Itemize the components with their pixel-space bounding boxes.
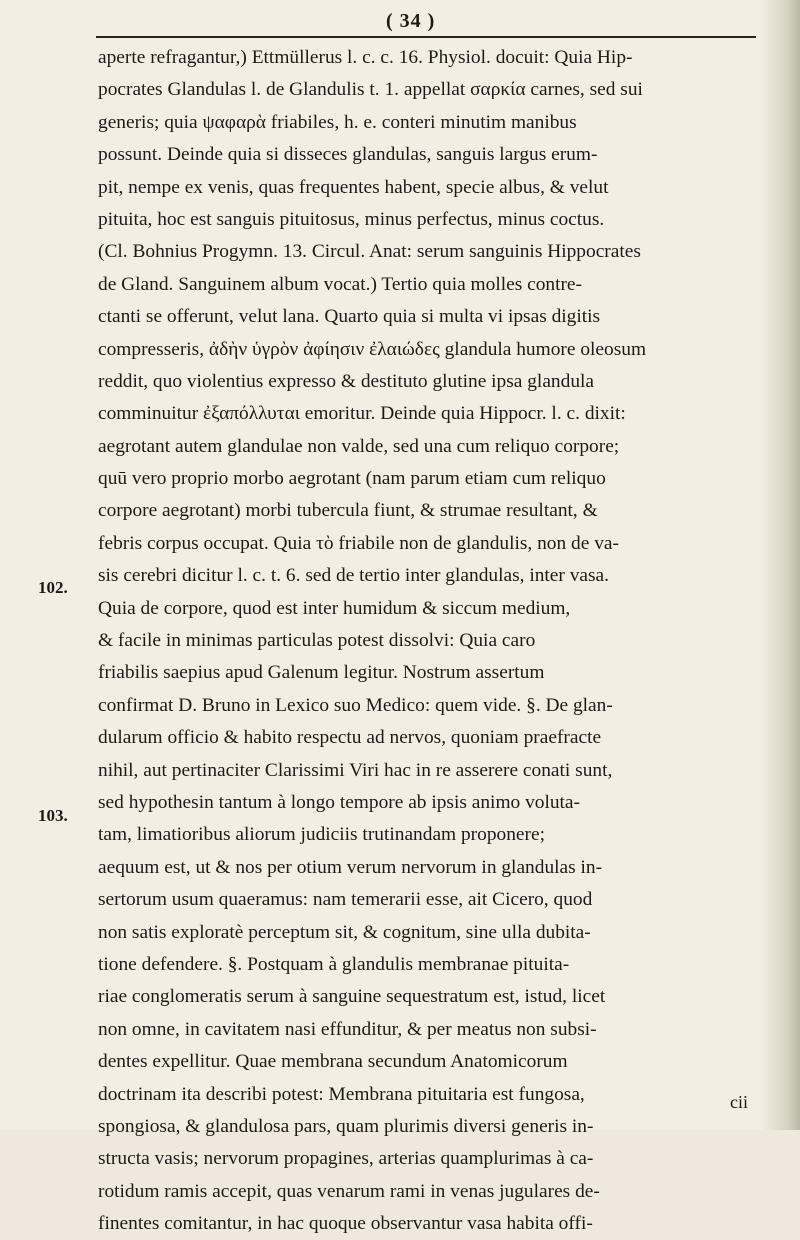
text-line: nihil, aut pertinaciter Clarissimi Viri hac in re asserere conati sunt, bbox=[98, 759, 613, 781]
text-line: non omne, in cavitatem nasi effunditur, & per meatus non subsi- bbox=[98, 1018, 597, 1040]
text-line: & facile in minimas particulas potest dissolvi: Quia caro bbox=[98, 630, 536, 652]
text-line: Quia de corpore, quod est inter humidum & siccum medium, bbox=[98, 597, 571, 619]
text-line: quū vero proprio morbo aegrotant (nam parum etiam cum reliquo bbox=[98, 468, 606, 490]
text-line: finentes comitantur, in hac quoque observantur vasa habita offi- bbox=[98, 1213, 593, 1235]
text-line: sertorum usum quaeramus: nam temerarii esse, ait Cicero, quod bbox=[98, 889, 593, 911]
text-line: tione defendere. §. Postquam à glandulis membranae pituita- bbox=[98, 953, 570, 975]
text-line: comminuitur ἐξαπόλλυται emoritur. Deinde quia Hippocr. l. c. dixit: bbox=[98, 403, 626, 425]
text-line: reddit, quo violentius expresso & destituto glutine ipsa glandula bbox=[98, 370, 595, 392]
text-line: dularum officio & habito respectu ad nervos, quoniam praefracte bbox=[98, 727, 602, 749]
text-line: confirmat D. Bruno in Lexico suo Medico: quem vide. §. De glan- bbox=[98, 694, 613, 716]
text-line: compresseris, ἀδὴν ὑγρὸν ἀφίησιν ἐλαιώδες glandula humore oleosum bbox=[98, 338, 647, 360]
catchword: cii bbox=[730, 1092, 748, 1112]
text-line: pit, nempe ex venis, quas frequentes habent, specie albus, & velut bbox=[98, 176, 609, 198]
margin-note-102: 102. bbox=[38, 578, 68, 597]
body-text bbox=[98, 42, 760, 1240]
text-line: pituita, hoc est sanguis pituitosus, minus perfectus, minus coctus. bbox=[98, 208, 605, 230]
text-line: rotidum ramis accepit, quas venarum rami in venas jugulares de- bbox=[98, 1180, 600, 1202]
text-line: riae conglomeratis serum à sanguine sequestratum est, istud, licet bbox=[98, 986, 606, 1008]
page-number: ( 34 ) bbox=[386, 10, 436, 32]
text-line: spongiosa, & glandulosa pars, quam plurimis diversi generis in- bbox=[98, 1115, 594, 1137]
text-line: possunt. Deinde quia si disseces glandulas, sanguis largus erum- bbox=[98, 144, 598, 166]
text-line: de Gland. Sanguinem album vocat.) Tertio quia molles contre- bbox=[98, 273, 582, 295]
text-line: febris corpus occupat. Quia τὸ friabile non de glandulis, non de va- bbox=[98, 532, 619, 554]
text-line: aequum est, ut & nos per otium verum nervorum in glandulas in- bbox=[98, 856, 603, 878]
text-line: doctrinam ita describi potest: Membrana pituitaria est fungosa, bbox=[98, 1083, 585, 1105]
text-line: generis; quia ψαφαρὰ friabiles, h. e. conteri minutim manibus bbox=[98, 111, 577, 133]
text-line: tam, limatioribus aliorum judiciis trutinandam proponere; bbox=[98, 824, 545, 846]
text-line: sis cerebri dicitur l. c. t. 6. sed de tertio inter glandulas, inter vasa. bbox=[98, 565, 610, 587]
text-line: ctanti se offerunt, velut lana. Quarto quia si multa vi ipsas digitis bbox=[98, 306, 601, 328]
margin-note-103: 103. bbox=[38, 806, 68, 825]
text-line: non satis exploratè perceptum sit, & cognitum, sine ulla dubita- bbox=[98, 921, 591, 943]
text-line: sed hypothesin tantum à longo tempore ab ipsis animo voluta- bbox=[98, 791, 580, 813]
text-line: pocrates Glandulas l. de Glandulis t. 1. appellat σαρκία carnes, sed sui bbox=[98, 79, 643, 101]
text-line: friabilis saepius apud Galenum legitur. Nostrum assertum bbox=[98, 662, 545, 684]
text-line: aegrotant autem glandulae non valde, sed una cum reliquo corpore; bbox=[98, 435, 620, 457]
text-line: aperte refragantur,) Ettmüllerus l. c. c. 16. Physiol. docuit: Quia Hip- bbox=[98, 47, 633, 68]
page-header bbox=[96, 8, 756, 38]
text-line: (Cl. Bohnius Progymn. 13. Circul. Anat: serum sanguinis Hippocrates bbox=[98, 241, 641, 263]
text-line: corpore aegrotant) morbi tubercula fiunt, & strumae resultant, & bbox=[98, 500, 598, 522]
text-line: dentes expellitur. Quae membrana secundum Anatomicorum bbox=[98, 1051, 568, 1073]
text-line: structa vasis; nervorum propagines, arterias quamplurimas à ca- bbox=[98, 1148, 594, 1170]
